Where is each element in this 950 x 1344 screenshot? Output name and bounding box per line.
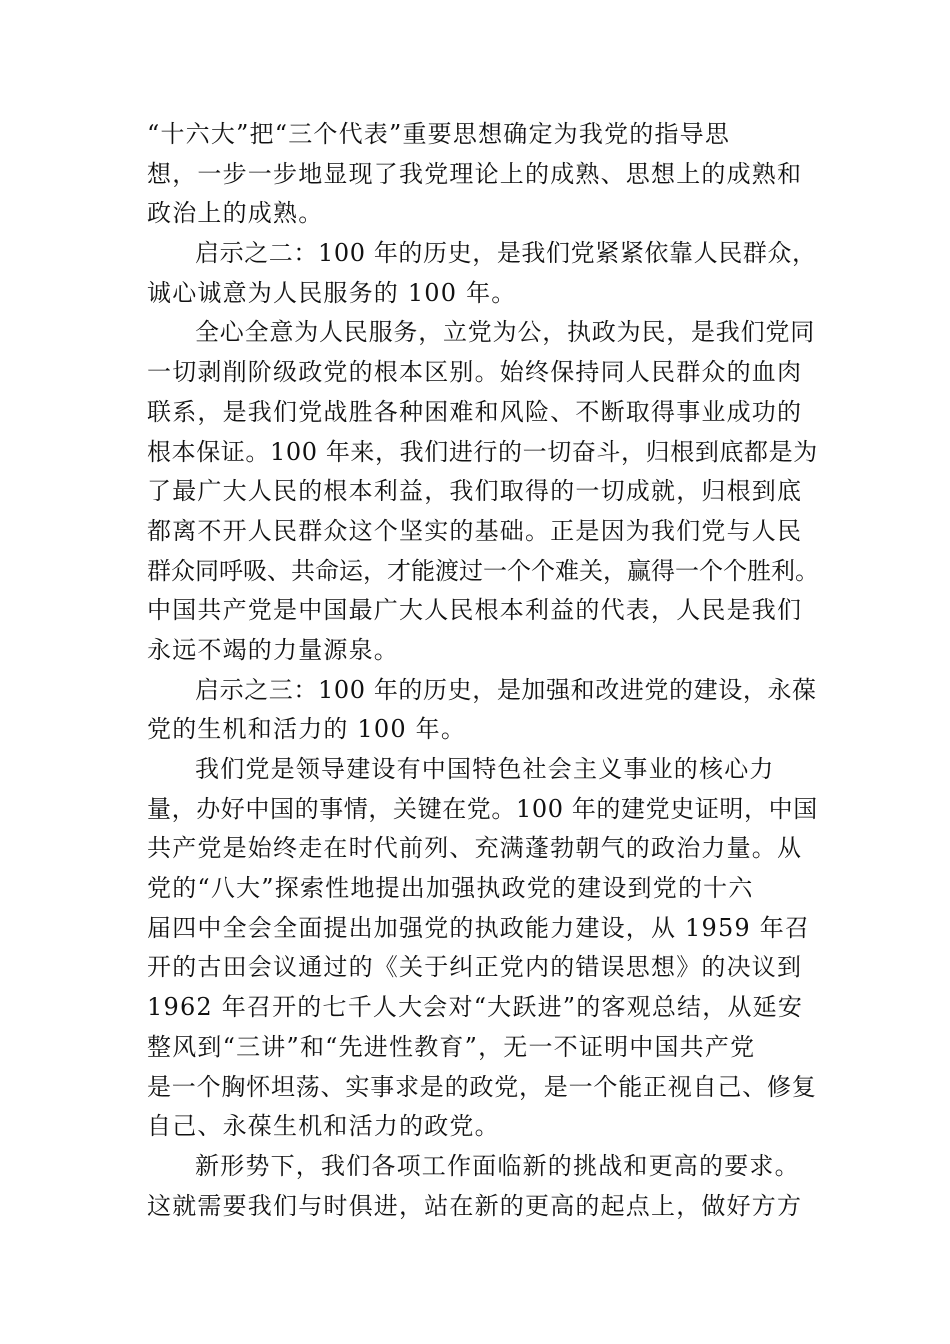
text-line: 中国共产党是中国最广大人民根本利益的代表，人民是我们 bbox=[147, 596, 803, 625]
text-line: 群众同呼吸、共命运，才能渡过一个个难关，赢得一个个胜利。 bbox=[147, 556, 819, 585]
text-line: 根本保证。100 年来，我们进行的一切奋斗，归根到底都是为 bbox=[147, 437, 818, 466]
text-line: 诚心诚意为人民服务的 100 年。 bbox=[147, 278, 517, 307]
text-line: 新形势下，我们各项工作面临新的挑战和更高的要求。 bbox=[195, 1151, 800, 1180]
text-line: 是一个胸怀坦荡、实事求是的政党，是一个能正视自己、修复 bbox=[147, 1072, 817, 1101]
text-line: 开的古田会议通过的《关于纠正党内的错误思想》的决议到 bbox=[147, 953, 803, 982]
text-line: 我们党是领导建设有中国特色社会主义事业的核心力 bbox=[195, 755, 775, 783]
text-line: 量，办好中国的事情，关键在党。100 年的建党史证明，中国 bbox=[147, 794, 818, 823]
text-line: 了最广大人民的根本利益，我们取得的一切成就，归根到底 bbox=[147, 477, 803, 506]
text-line: 自己、永葆生机和活力的政党。 bbox=[147, 1112, 500, 1141]
text-line: 党的“八大”探索性地提出加强执政党的建设到党的十六 bbox=[147, 874, 754, 903]
text-line: 启示之三：100 年的历史，是加强和改进党的建设，永葆 bbox=[195, 675, 817, 704]
text-line: 共产党是始终走在时代前列、充满蓬勃朝气的政治力量。从 bbox=[147, 834, 803, 863]
document-body bbox=[147, 115, 817, 1226]
text-line: 启示之二：100 年的历史，是我们党紧紧依靠人民群众， bbox=[195, 239, 817, 268]
text-line: 政治上的成熟。 bbox=[147, 199, 324, 228]
text-line: 全心全意为人民服务，立党为公，执政为民，是我们党同 bbox=[195, 318, 815, 347]
text-line: 党的生机和活力的 100 年。 bbox=[147, 715, 467, 744]
text-line: 都离不开人民群众这个坚实的基础。正是因为我们党与人民 bbox=[147, 516, 803, 545]
text-line: 整风到“三讲”和“先进性教育”，无一不证明中国共产党 bbox=[147, 1032, 756, 1061]
text-line: 联系，是我们党战胜各种困难和风险、不断取得事业成功的 bbox=[147, 397, 803, 426]
text-line: 一切剥削阶级政党的根本区别。始终保持同人民群众的血肉 bbox=[147, 358, 803, 387]
text-line: 届四中全会全面提出加强党的执政能力建设，从 1959 年召 bbox=[147, 913, 811, 942]
text-line: 想，一步一步地显现了我党理论上的成熟、思想上的成熟和 bbox=[147, 159, 803, 188]
text-line: 永远不竭的力量源泉。 bbox=[147, 635, 399, 664]
text-line: 1962 年召开的七千人大会对“大跃进”的客观总结，从延安 bbox=[147, 993, 804, 1022]
text-line: “十六大”把“三个代表”重要思想确定为我党的指导思 bbox=[147, 120, 731, 148]
text-line: 这就需要我们与时俱进，站在新的更高的起点上，做好方方 bbox=[147, 1191, 803, 1220]
